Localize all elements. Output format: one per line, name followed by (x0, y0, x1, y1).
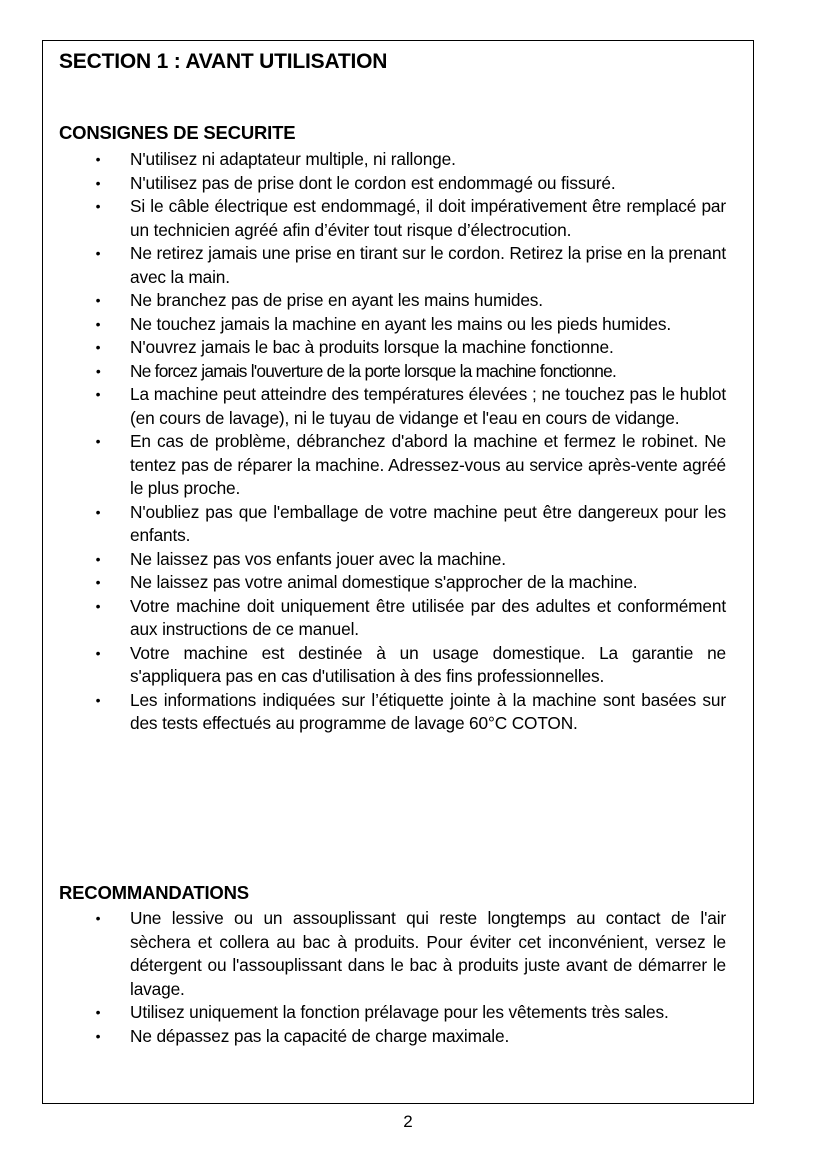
list-item: • En cas de problème, débranchez d'abord la machine et fermez le robinet. Ne tentez pas de réparer la machine. Adressez-vous au service après-vente agréé le plus proche. (0, 430, 726, 501)
list-item: • Ne branchez pas de prise en ayant les mains humides. (0, 289, 726, 313)
list-item: • Utilisez uniquement la fonction prélavage pour les vêtements très sales. (0, 1001, 726, 1025)
bullet: • (95, 597, 101, 614)
bullet: • (95, 1027, 101, 1044)
list-item: • Ne retirez jamais une prise en tirant sur le cordon. Retirez la prise en la prenant avec la main. (0, 242, 726, 289)
bullet: • (95, 245, 101, 261)
list-item: • Si le câble électrique est endommagé, il doit impérativement être remplacé par un technicien agréé afin d’éviter tout risque d’électrocution. (0, 195, 726, 242)
bullet: • (95, 1004, 101, 1020)
list-item: • La machine peut atteindre des températures élevées ; ne touchez pas le hublot (en cours de lavage), ni le tuyau de vidange et l'eau en cours de vidange. (0, 383, 726, 430)
bullet: • (95, 315, 101, 332)
list-item: • N'utilisez pas de prise dont le cordon est endommagé ou fissuré. (0, 172, 726, 196)
list-item: • Votre machine est destinée à un usage domestique. La garantie ne s'appliquera pas en cas d'utilisation à des fins professionnelles. (0, 642, 726, 689)
bullet: • (95, 574, 101, 590)
bullet: • (95, 339, 101, 355)
bullet: • (95, 910, 101, 926)
list-item: • Ne forcez jamais l'ouverture de la porte lorsque la machine fonctionne. (0, 360, 726, 384)
bullet: • (95, 503, 101, 520)
safety-heading: CONSIGNES DE SECURITE (59, 122, 296, 143)
bullet: • (95, 292, 101, 308)
list-item: • N'oubliez pas que l'emballage de votre machine peut être dangereux pour les enfants. (0, 501, 726, 548)
bullet: • (95, 433, 101, 449)
list-item: • N'utilisez ni adaptateur multiple, ni rallonge. (0, 148, 726, 172)
bullet: • (95, 644, 101, 661)
section-title: SECTION 1 : AVANT UTILISATION (59, 50, 388, 73)
bullet: • (95, 691, 101, 708)
bullet: • (95, 174, 101, 191)
page-number: 2 (403, 1112, 413, 1131)
bullet: • (95, 550, 101, 567)
bullet: • (95, 151, 101, 167)
bullet: • (95, 386, 101, 402)
bullet: • (95, 198, 101, 214)
bullet: • (95, 362, 101, 379)
list-item: • Ne dépassez pas la capacité de charge maximale. (0, 1025, 726, 1049)
list-item: • Une lessive ou un assouplissant qui reste longtemps au contact de l'air sèchera et collera au bac à produits. Pour éviter cet inconvénient, versez le détergent ou l'assouplissant dans le bac à produits juste avant de démarrer le lavage. (0, 907, 726, 1001)
list-item: • Votre machine doit uniquement être utilisée par des adultes et conformément aux instructions de ce manuel. (0, 595, 726, 642)
safety-list (0, 148, 816, 736)
list-item: • Ne touchez jamais la machine en ayant les mains ou les pieds humides. (0, 313, 726, 337)
list-item: • Ne laissez pas vos enfants jouer avec la machine. (0, 548, 726, 572)
list-item: • N'ouvrez jamais le bac à produits lorsque la machine fonctionne. (0, 336, 726, 360)
list-item: • Ne laissez pas votre animal domestique s'approcher de la machine. (0, 571, 726, 595)
recommendations-list (0, 907, 816, 1048)
list-item: • Les informations indiquées sur l’étiquette jointe à la machine sont basées sur des tests effectués au programme de lavage 60°C COTON. (0, 689, 726, 736)
recommendations-heading: RECOMMANDATIONS (59, 882, 249, 903)
